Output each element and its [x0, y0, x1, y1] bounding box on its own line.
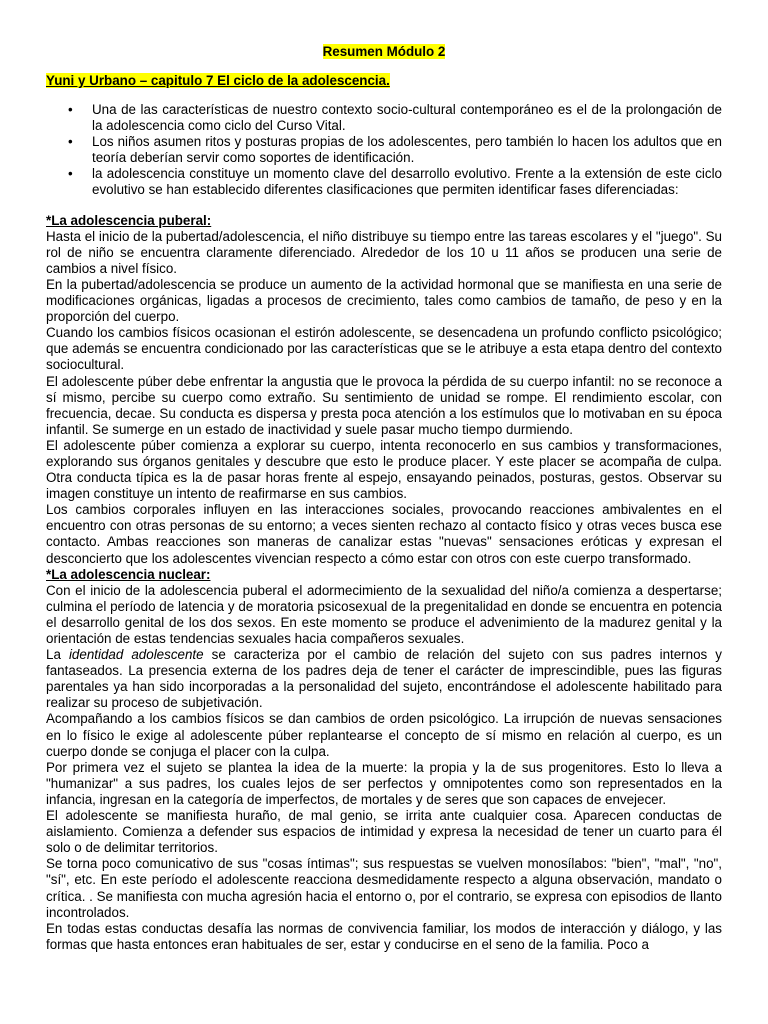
- text-run: se caracteriza por el cambio de relación del sujeto con sus padres internos y fantaseados. La presencia externa de los padres deja de tener el carácter de imprescindible, pues las figuras parentales ya han sido incorporadas a la personalidad del sujeto, encontrándose el adolescente habilitado para realizar su proceso de subjetivación.: [46, 647, 722, 711]
- bullet-list: [46, 102, 722, 199]
- text-run: La: [46, 647, 69, 663]
- paragraph: Se torna poco comunicativo de sus "cosas íntimas"; sus respuestas se vuelven monosílabos: "bien", "mal", "no", "sí", etc. En este período el adolescente reacciona desmedidamente respecto a alguna observación, mandato o crítica. . Se manifiesta con mucha agresión hacia el entorno o, por el contrario, se expresa con episodios de llanto incontrolados.: [46, 856, 722, 920]
- paragraph-identidad: [46, 647, 722, 711]
- paragraph: El adolescente púber debe enfrentar la angustia que le provoca la pérdida de su cuerpo infantil: no se reconoce a sí mismo, percibe su cuerpo como extraño. Su sentimiento de unidad se rompe. El rendimiento escolar, con frecuencia, decae. Su conducta es dispersa y presta poca atención a los estímulos que lo motivaban en su época infantil. Se sumerge en un estado de inactividad y suele pasar mucho tiempo durmiendo.: [46, 373, 722, 437]
- paragraph: Con el inicio de la adolescencia puberal el adormecimiento de la sexualidad del niño/a comienza a despertarse; culmina el período de latencia y de moratoria psicosexual de la pregenitalidad en donde se encuentra en potencia el desarrollo genital de los dos sexos. En este momento se produce el advenimiento de la madurez genital y la orientación de estas tendencias sexuales hacia compañeros sexuales.: [46, 582, 722, 646]
- paragraph: En la pubertad/adolescencia se produce un aumento de la actividad hormonal que se manifiesta en una serie de modificaciones orgánicas, ligadas a procesos de crecimiento, tales como cambios de tamaño, de peso y en la proporción del cuerpo.: [46, 276, 722, 325]
- paragraph: Por primera vez el sujeto se plantea la idea de la muerte: la propia y la de sus progenitores. Esto lo lleva a "humanizar" a sus padres, los cuales lejos de ser perfectos y omnipotentes como son representados en la infancia, ingresan en la categoría de imperfectos, de mortales y de seres que son capaces de envejecer.: [46, 759, 722, 807]
- paragraph: Hasta el inicio de la pubertad/adolescencia, el niño distribuye su tiempo entre las tareas escolares y el "juego". Su rol de niño se encuentra claramente diferenciado. Alrededor de los 10 u 11 años se producen una serie de cambios a nivel físico.: [46, 228, 722, 276]
- bullet-item: [46, 102, 722, 134]
- paragraph: Cuando los cambios físicos ocasionan el estirón adolescente, se desencadena un profundo conflicto psicológico; que además se encuentra condicionado por las características que se le atribuye a esta etapa dentro del contexto sociocultural.: [46, 325, 722, 373]
- title-block: [46, 44, 722, 60]
- bullet-item: [46, 134, 722, 166]
- bullet-text: Una de las características de nuestro contexto socio-cultural contemporáneo es el de la prolongación de la adolescencia como ciclo del Curso Vital.: [92, 102, 722, 134]
- section-heading-nuclear: *La adolescencia nuclear:: [46, 566, 211, 582]
- subtitle-block: [46, 73, 722, 89]
- paragraph: El adolescente púber comienza a explorar su cuerpo, intenta reconocerlo en sus cambios y transformaciones, explorando sus órganos genitales y descubre que esto le produce placer. Y este placer se acompaña de culpa. Otra conducta típica es la de pasar horas frente al espejo, ensayando peinados, posturas, gestos. Observar su imagen constituye un intento de reafirmarse en sus cambios.: [46, 437, 722, 502]
- bullet-text: Los niños asumen ritos y posturas propias de los adolescentes, pero también lo hacen los adultos que en teoría deberían servir como soportes de identificación.: [92, 134, 722, 166]
- bullet-icon: •: [68, 166, 73, 182]
- paragraph: Acompañando a los cambios físicos se dan cambios de orden psicológico. La irrupción de nuevas sensaciones en lo físico le exige al adolescente púber replantearse el concepto de sí mismo en relación al cuerpo, es un cuerpo donde se conjuga el placer con la culpa.: [46, 711, 722, 759]
- bullet-text: la adolescencia constituye un momento clave del desarrollo evolutivo. Frente a la extensión de este ciclo evolutivo se han establecido diferentes clasificaciones que permiten identificar fases diferenciadas:: [92, 166, 722, 198]
- bullet-icon: •: [68, 134, 73, 150]
- paragraph: El adolescente se manifiesta huraño, de mal genio, se irrita ante cualquier cosa. Aparecen conductas de aislamiento. Comienza a defender sus espacios de intimidad y expresa la necesidad de tener un cuarto para él solo o de delimitar territorios.: [46, 808, 722, 856]
- paragraph: Los cambios corporales influyen en las interacciones sociales, provocando reacciones ambivalentes en el encuentro con otras personas de su entorno; a veces sienten rechazo al contacto físico y otras veces busca ese contacto. Ambas reacciones son maneras de canalizar estas "nuevas" sensaciones eróticas y expresan el desconcierto que los adolescentes vivencian respecto a cómo estar con otros con este cuerpo transformado.: [46, 502, 722, 566]
- document-body: [46, 44, 722, 953]
- bullet-icon: •: [68, 102, 73, 117]
- bullet-item: [46, 166, 722, 198]
- document-subtitle: Yuni y Urbano – capitulo 7 El ciclo de la adolescencia.: [46, 73, 390, 88]
- italic-term: identidad adolescente: [68, 647, 204, 663]
- paragraph: En todas estas conductas desafía las normas de convivencia familiar, los modos de interacción y diálogo, y las formas que hasta entonces eran habituales de ser, estar y conducirse en el seno de la familia. Poco a: [46, 920, 722, 952]
- section-heading-puberal: *La adolescencia puberal:: [46, 212, 212, 228]
- document-title: Resumen Módulo 2: [322, 44, 446, 59]
